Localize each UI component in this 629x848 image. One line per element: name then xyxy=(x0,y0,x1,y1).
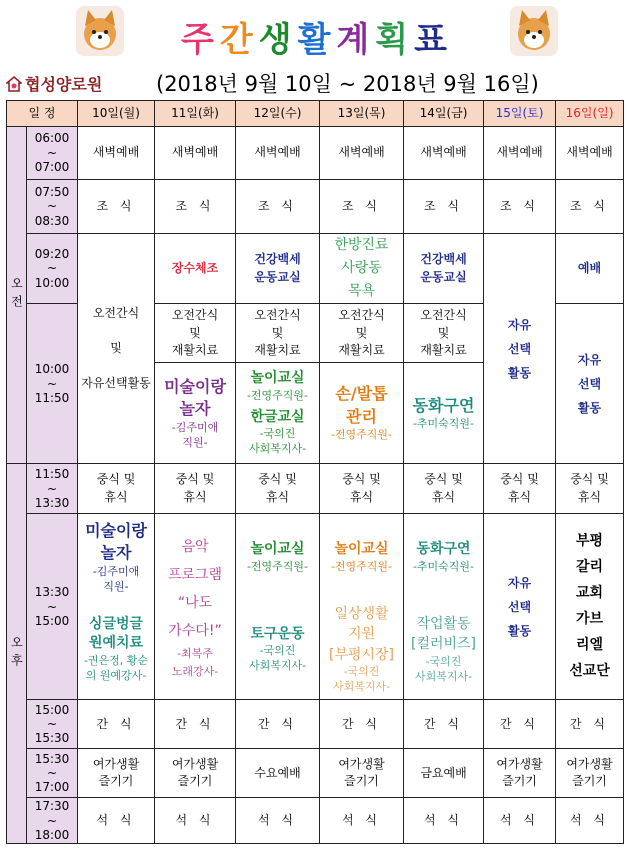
time-sep: ~ xyxy=(46,813,58,828)
activity-line: 여가생활 xyxy=(92,756,140,771)
activity-cell xyxy=(155,514,236,700)
program-title: 프로그램 xyxy=(167,567,223,584)
time-end: 11:50 xyxy=(34,390,70,405)
activity-cell: 석 식 xyxy=(404,798,484,844)
table-row xyxy=(7,700,624,749)
activity-cell xyxy=(484,514,556,700)
time-end: 10:00 xyxy=(34,275,70,290)
program-staff: -전영주직원- xyxy=(246,559,309,573)
activity-line: 중식 및 xyxy=(570,472,609,487)
time-cell xyxy=(27,304,78,464)
activity-line: 중식 및 xyxy=(258,472,297,487)
title-char: 계 xyxy=(336,20,376,60)
activity-cell xyxy=(404,464,484,514)
program-title: 일상생활 xyxy=(334,605,389,622)
activity-cell xyxy=(78,514,155,700)
activity-cell xyxy=(320,464,404,514)
activity-line: 및 xyxy=(355,325,368,340)
time-cell xyxy=(27,798,78,844)
time-start: 15:30 xyxy=(34,751,70,766)
activity-cell xyxy=(320,514,404,700)
activity-cell xyxy=(556,514,624,700)
table-row xyxy=(7,180,624,234)
program-staff: -국의진 xyxy=(425,654,462,668)
activity-line: 휴식 xyxy=(577,489,602,504)
activity-line: 오전간식 xyxy=(420,308,467,323)
activity-cell: 수요예배 xyxy=(236,749,320,798)
time-start: 13:30 xyxy=(34,585,70,600)
activity-cell: 새벽예배 xyxy=(556,127,624,180)
program-staff: -최복주 xyxy=(177,647,213,661)
activity-line: 오전간식 xyxy=(254,308,301,323)
activity-line: 한방진료 xyxy=(334,237,389,253)
activity-line: 중식 및 xyxy=(500,472,539,487)
day-header: 12일(수) xyxy=(236,101,320,127)
activity-cell xyxy=(556,749,624,798)
activity-cell: 석 식 xyxy=(78,798,155,844)
activity-cell: 조 식 xyxy=(236,180,320,234)
activity-line: 활동 xyxy=(507,365,532,380)
activity-line: 선택 xyxy=(577,376,602,391)
activity-cell: 간 식 xyxy=(155,700,236,749)
table-row xyxy=(7,234,624,304)
activity-line: 재활치료 xyxy=(171,342,219,357)
time-start: 15:00 xyxy=(34,702,70,717)
title-char: 획 xyxy=(375,20,415,60)
time-end: 18:00 xyxy=(34,827,70,842)
program-staff: -전영주직원- xyxy=(246,389,309,403)
program-title: 토구운동 xyxy=(250,625,305,642)
program-staff: -추미숙직원- xyxy=(412,559,475,573)
header-row xyxy=(7,101,624,127)
program-title: [부평시장] xyxy=(328,646,395,663)
activity-cell: 간 식 xyxy=(320,700,404,749)
program-title: “나도 xyxy=(177,595,213,612)
program-title: 음악 xyxy=(181,539,209,556)
time-start: 10:00 xyxy=(34,362,70,377)
activity-cell: 장수체조 xyxy=(155,234,236,304)
activity-line: 갈리 xyxy=(575,559,604,575)
program-block xyxy=(404,514,483,600)
activity-line: 부평 xyxy=(575,533,604,550)
page-header xyxy=(0,0,629,100)
program-block xyxy=(320,514,403,600)
activity-line: 여가생활 xyxy=(566,756,613,771)
activity-cell: 석 식 xyxy=(320,798,404,844)
time-start: 06:00 xyxy=(34,131,70,146)
activity-line: 및 xyxy=(271,325,284,340)
activity-line: 및 xyxy=(189,325,201,340)
activity-line: 선택 xyxy=(507,341,532,356)
program-title: [컬러비즈] xyxy=(410,636,477,653)
activity-line: 오전간식 xyxy=(338,308,385,323)
activity-line: 자유 xyxy=(507,575,532,590)
activity-line: 휴식 xyxy=(507,489,532,504)
house-logo-icon xyxy=(6,76,22,92)
activity-line: 즐기기 xyxy=(502,774,537,789)
activity-line: 즐기기 xyxy=(572,774,607,789)
snack-therapy xyxy=(320,304,403,363)
time-sep: ~ xyxy=(46,376,58,391)
time-sep: ~ xyxy=(46,481,58,496)
weekly-schedule-table xyxy=(6,100,624,844)
program-title: 작업활동 xyxy=(416,616,471,633)
program-title: 놀이교실 xyxy=(250,541,305,558)
activity-line: 가브 xyxy=(575,610,604,627)
day-header: 14일(금) xyxy=(404,101,484,127)
time-cell xyxy=(27,514,78,700)
activity-cell xyxy=(320,234,404,304)
am-label: 오전 xyxy=(9,277,24,314)
program-staff: -전영주직원- xyxy=(330,428,393,442)
activity-cell xyxy=(404,514,484,700)
activity-cell: 석 식 xyxy=(155,798,236,844)
time-sep: ~ xyxy=(46,145,58,160)
program-block xyxy=(78,514,154,600)
snack-therapy xyxy=(404,304,483,363)
organization-label xyxy=(6,72,102,95)
activity-cell xyxy=(484,234,556,464)
program-staff: -권은정, 황순 xyxy=(83,654,149,668)
activity-cell xyxy=(484,749,556,798)
activity-cell: 간 식 xyxy=(236,700,320,749)
time-sep: ~ xyxy=(46,766,58,781)
activity-cell: 예배 xyxy=(556,234,624,304)
day-header: 11일(화) xyxy=(155,101,236,127)
time-end: 08:30 xyxy=(34,213,70,228)
snack-therapy xyxy=(155,304,235,363)
activity-line: 자유 xyxy=(577,352,602,367)
day-header-saturday: 15일(토) xyxy=(484,101,556,127)
organization-name: 협성양로원 xyxy=(25,75,103,94)
activity-cell: 조 식 xyxy=(155,180,236,234)
activity-line: 휴식 xyxy=(349,489,374,504)
program-staff: -김주미애 xyxy=(92,564,140,578)
day-header: 10일(월) xyxy=(78,101,155,127)
shiba-dog-icon xyxy=(510,6,558,56)
program-block xyxy=(236,363,319,463)
time-sep: ~ xyxy=(46,717,58,732)
time-start: 17:30 xyxy=(34,799,70,814)
program-block xyxy=(155,363,235,463)
activity-line: 여가생활 xyxy=(496,756,543,771)
activity-cell: 새벽예배 xyxy=(78,127,155,180)
activity-line: 선택 xyxy=(507,599,532,614)
program-title: 원예치료 xyxy=(88,635,144,652)
time-start: 07:50 xyxy=(34,184,70,199)
activity-line: 활동 xyxy=(577,400,602,415)
program-title: 미술이랑 xyxy=(164,377,226,397)
time-end: 07:00 xyxy=(34,160,70,175)
table-row xyxy=(7,749,624,798)
time-start: 09:20 xyxy=(34,247,70,262)
activity-line: 사랑동 xyxy=(341,260,382,277)
activity-cell xyxy=(236,234,320,304)
activity-line: 및 xyxy=(110,340,122,355)
program-staff: 직원- xyxy=(103,579,129,593)
table-row xyxy=(7,798,624,844)
activity-line: 재활치료 xyxy=(338,342,385,357)
activity-line: 자유선택활동 xyxy=(81,375,151,390)
program-block xyxy=(236,514,319,600)
activity-line: 선교단 xyxy=(569,662,610,679)
activity-cell xyxy=(78,234,155,464)
shiba-dog-icon xyxy=(76,6,124,56)
time-cell xyxy=(27,464,78,514)
program-staff: 사회복지사- xyxy=(248,442,307,456)
activity-cell: 새벽예배 xyxy=(155,127,236,180)
activity-cell xyxy=(556,304,624,464)
activity-line: 여가생활 xyxy=(338,756,385,771)
program-title: 한글교실 xyxy=(250,408,305,425)
title-char: 주 xyxy=(180,20,220,60)
activity-line: 교회 xyxy=(575,584,604,601)
activity-cell xyxy=(404,234,484,304)
program-staff: -국의진 xyxy=(259,427,296,441)
corner-header: 일 정 xyxy=(7,101,78,127)
activity-cell xyxy=(155,464,236,514)
activity-line: 휴식 xyxy=(104,489,128,504)
program-title: 놀이교실 xyxy=(334,541,389,558)
time-sep: ~ xyxy=(46,599,58,614)
activity-line: 중식 및 xyxy=(175,472,215,487)
activity-cell xyxy=(320,304,404,464)
activity-cell: 간 식 xyxy=(484,700,556,749)
activity-cell xyxy=(404,304,484,464)
day-header: 13일(목) xyxy=(320,101,404,127)
program-staff: -국의진 xyxy=(343,664,380,678)
program-title: 손/발톱 xyxy=(335,384,388,404)
program-staff: -전영주직원- xyxy=(330,559,393,573)
activity-cell: 새벽예배 xyxy=(236,127,320,180)
activity-cell xyxy=(236,514,320,700)
program-title: 싱글벙글 xyxy=(88,615,144,632)
time-cell xyxy=(27,234,78,304)
program-staff: -추미숙직원- xyxy=(412,417,475,431)
activity-cell xyxy=(236,304,320,464)
activity-line: 중식 및 xyxy=(96,472,136,487)
table-row xyxy=(7,464,624,514)
am-section-label xyxy=(7,127,27,464)
activity-line: 오전간식 xyxy=(171,308,219,323)
activity-cell: 석 식 xyxy=(556,798,624,844)
activity-line: 오전간식 xyxy=(92,306,140,321)
activity-line: 건강백세 xyxy=(420,252,467,267)
program-staff: -국의진 xyxy=(259,644,296,658)
time-cell xyxy=(27,127,78,180)
page-title xyxy=(132,12,502,61)
program-title: 동화구연 xyxy=(412,395,475,415)
activity-line: 즐기기 xyxy=(98,774,134,789)
title-char: 생 xyxy=(258,20,298,60)
activity-cell xyxy=(78,464,155,514)
program-block xyxy=(404,363,483,463)
program-block xyxy=(320,600,403,698)
time-end: 15:00 xyxy=(34,613,70,628)
pm-section-label xyxy=(7,464,27,844)
activity-cell: 조 식 xyxy=(320,180,404,234)
time-cell xyxy=(27,749,78,798)
activity-line: 및 xyxy=(437,325,450,340)
time-sep: ~ xyxy=(46,199,58,214)
activity-line: 즐기기 xyxy=(177,774,213,789)
activity-line: 재활치료 xyxy=(420,342,467,357)
activity-cell: 간 식 xyxy=(556,700,624,749)
program-title: 가수다!” xyxy=(168,623,222,640)
activity-cell xyxy=(155,304,236,464)
activity-cell: 금요예배 xyxy=(404,749,484,798)
activity-line: 휴식 xyxy=(265,489,290,504)
activity-cell xyxy=(236,464,320,514)
activity-line: 건강백세 xyxy=(254,252,301,267)
activity-cell: 조 식 xyxy=(484,180,556,234)
program-block xyxy=(78,600,154,698)
time-cell xyxy=(27,700,78,749)
program-title: 지원 xyxy=(347,626,376,643)
activity-line: 자유 xyxy=(507,317,532,332)
title-char: 표 xyxy=(414,20,453,60)
activity-cell xyxy=(78,749,155,798)
activity-line: 즐기기 xyxy=(344,774,379,789)
table-row xyxy=(7,127,624,180)
program-staff: 의 원예강사- xyxy=(85,668,147,682)
activity-line: 휴식 xyxy=(431,489,456,504)
activity-cell: 조 식 xyxy=(78,180,155,234)
time-end: 17:00 xyxy=(34,780,70,795)
activity-cell xyxy=(155,749,236,798)
time-cell xyxy=(27,180,78,234)
program-block xyxy=(404,600,483,698)
activity-line: 운동교실 xyxy=(420,269,467,284)
activity-line: 운동교실 xyxy=(254,269,301,284)
activity-cell: 간 식 xyxy=(78,700,155,749)
program-block xyxy=(320,363,403,463)
program-title: 놀이교실 xyxy=(250,370,305,387)
activity-cell: 조 식 xyxy=(404,180,484,234)
program-staff: 직원- xyxy=(182,435,208,449)
program-staff: 사회복지사- xyxy=(248,659,307,673)
activity-cell: 석 식 xyxy=(236,798,320,844)
activity-cell xyxy=(484,464,556,514)
activity-line: 목욕 xyxy=(347,283,376,300)
program-title: 놀자 xyxy=(179,399,211,419)
activity-cell: 새벽예배 xyxy=(320,127,404,180)
activity-cell xyxy=(556,464,624,514)
activity-line: 휴식 xyxy=(183,489,207,504)
program-title: 관리 xyxy=(346,406,377,426)
program-title: 놀자 xyxy=(100,543,132,563)
activity-line: 재활치료 xyxy=(254,342,301,357)
activity-cell: 석 식 xyxy=(484,798,556,844)
activity-cell: 새벽예배 xyxy=(484,127,556,180)
activity-cell: 조 식 xyxy=(556,180,624,234)
time-sep: ~ xyxy=(46,261,58,276)
activity-cell: 간 식 xyxy=(404,700,484,749)
program-title: 동화구연 xyxy=(416,541,471,558)
schedule-period: (2018년 9월 10일 ~ 2018년 9월 16일) xyxy=(156,72,539,96)
program-staff: -김주미애 xyxy=(171,420,219,434)
activity-line: 활동 xyxy=(507,623,532,638)
activity-cell xyxy=(320,749,404,798)
activity-line: 중식 및 xyxy=(424,472,463,487)
day-header-sunday: 16일(일) xyxy=(556,101,624,127)
activity-cell: 새벽예배 xyxy=(404,127,484,180)
table-row xyxy=(7,514,624,700)
title-char: 활 xyxy=(297,20,337,60)
time-start: 11:50 xyxy=(34,467,70,482)
title-char: 간 xyxy=(219,20,259,60)
activity-line: 리엘 xyxy=(575,636,604,653)
program-staff: 사회복지사- xyxy=(332,679,391,693)
pm-label: 오후 xyxy=(9,635,24,672)
time-end: 15:30 xyxy=(34,731,70,746)
time-end: 13:30 xyxy=(34,495,70,510)
program-title: 미술이랑 xyxy=(85,521,147,541)
activity-line: 중식 및 xyxy=(342,472,381,487)
activity-line: 여가생활 xyxy=(171,756,219,771)
snack-therapy xyxy=(236,304,319,363)
program-staff: 노래강사- xyxy=(171,664,219,678)
program-block xyxy=(236,600,319,698)
program-staff: 사회복지사- xyxy=(414,669,473,683)
